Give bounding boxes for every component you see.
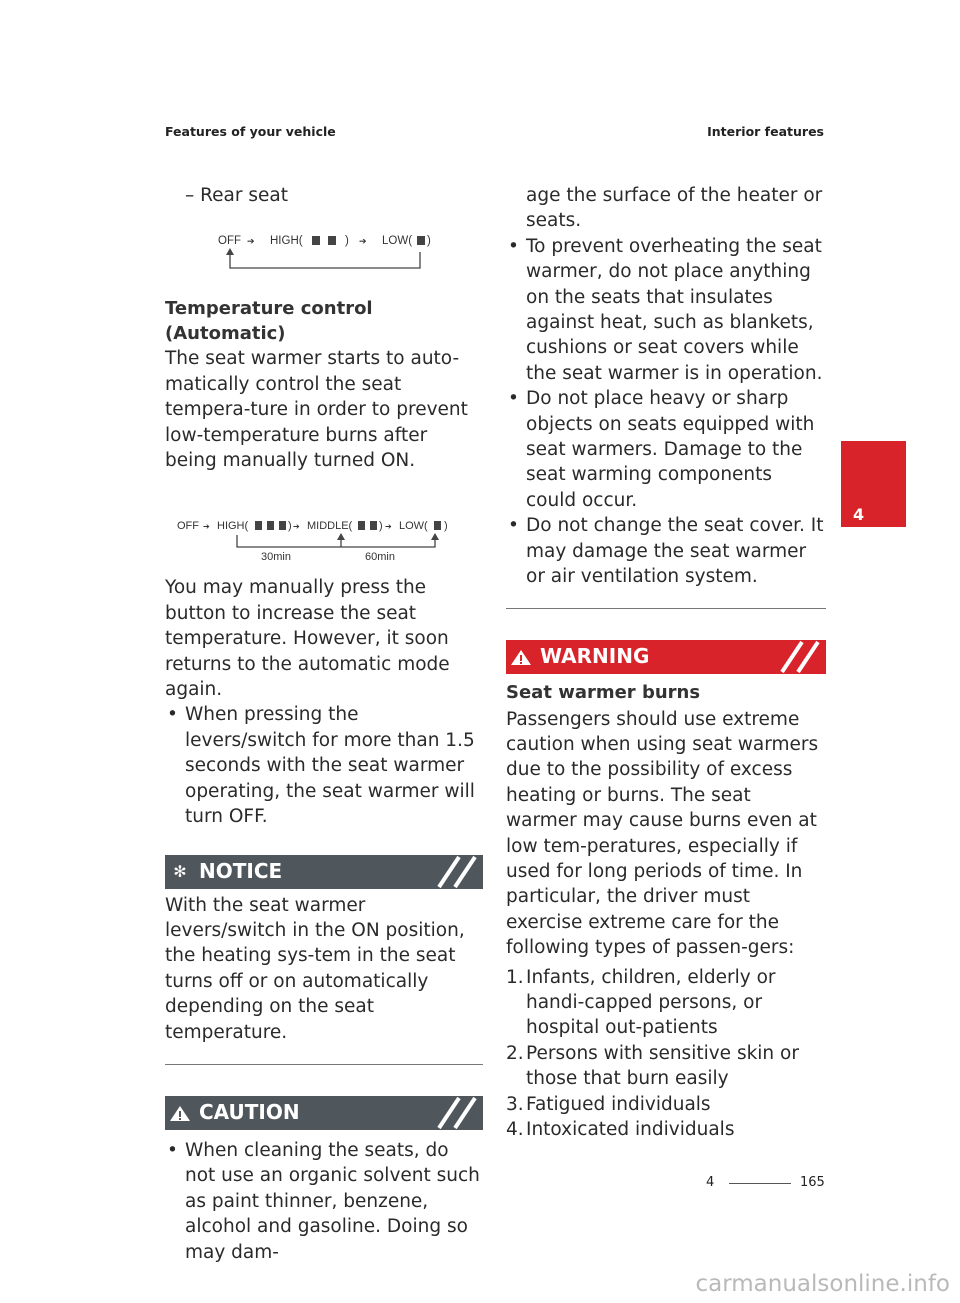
diag2-middle-arrow-icon	[337, 533, 345, 540]
diag1-low-close: )	[427, 235, 431, 248]
automatic-mode-diagram-svg	[165, 473, 483, 575]
caution-label: CAUTION	[199, 1100, 300, 1125]
list-item	[506, 386, 826, 513]
header-chapter-title: Interior features	[707, 124, 824, 139]
list-item	[165, 702, 483, 829]
diag1-arrow1-icon: ➔	[247, 236, 255, 247]
list-text: Fatigued individuals	[526, 1093, 711, 1115]
automatic-mode-diagram	[165, 473, 483, 575]
diag2-timeline-line	[237, 535, 435, 547]
bullet-text: Do not place heavy or sharp objects on seats equipped with seat warmers. Damage to the seat warming components could occur.	[526, 388, 815, 511]
warning-heading: Seat warmer burns	[506, 681, 701, 703]
diag1-return-arrow-icon	[226, 248, 234, 255]
auto-control-text: The seat warmer starts to auto-matically control the seat tempera-ture in order to prevent low-temperature burns after being manually turned ON.	[165, 348, 468, 472]
diag2-heat-icon	[255, 521, 262, 530]
footer-page-number: 165	[800, 1175, 825, 1190]
list-item	[165, 1138, 483, 1265]
notice-asterisk-icon: ✻	[173, 861, 187, 881]
bullet-icon: •	[508, 515, 519, 537]
bullet-icon: •	[508, 235, 519, 257]
diag2-arrow2-icon: ➔	[293, 522, 300, 532]
list-item	[506, 513, 826, 589]
auto-control-heading: Temperature control (Automatic)	[165, 298, 373, 345]
bullet-text: When cleaning the seats, do not use an organic solvent such as paint thinner, benzene, alcohol and gasoline. Doing so may dam-	[185, 1139, 480, 1263]
left-column	[165, 183, 483, 1265]
divider	[506, 608, 826, 609]
diag2-arrow3-icon: ➔	[385, 522, 392, 532]
caution-banner	[165, 1096, 483, 1130]
diag1-high-close: )	[345, 235, 349, 248]
notice-text: With the seat warmer levers/switch in the ON position, the heating sys-tem in the seat turns off or on automatically depending on the seat temperature.	[165, 894, 465, 1043]
diag2-heat-icon	[370, 521, 377, 530]
manual-override-text: You may manually press the button to increase the seat temperature. However, it soon returns to the automatic mode again.	[165, 577, 450, 701]
diag2-high: HIGH(	[217, 520, 249, 533]
banner-stripes-icon	[778, 640, 824, 674]
list-item	[506, 965, 826, 1041]
notice-label: NOTICE	[199, 858, 283, 883]
right-column	[506, 183, 826, 1142]
rear-seat-diagram-svg	[165, 208, 483, 296]
chapter-side-tab-number: 4	[853, 505, 865, 524]
diag1-low: LOW(	[382, 235, 413, 248]
list-item	[506, 1041, 826, 1092]
diag2-low: LOW(	[399, 520, 428, 533]
diag2-low-close: )	[444, 520, 448, 533]
warning-triangle-icon	[506, 647, 536, 667]
bullet-text: To prevent overheating the seat warmer, do not place anything on the seats that insulates against heat, such as blankets, cushions or seat covers while the seat warmer is in operation.	[526, 235, 823, 384]
notice-banner	[165, 855, 483, 889]
list-item	[506, 1117, 826, 1142]
list-number: 4.	[506, 1119, 524, 1140]
bullet-icon: •	[167, 1139, 178, 1161]
warning-label: WARNING	[540, 643, 650, 668]
footer-chapter-number: 4	[706, 1175, 715, 1190]
diag1-off: OFF	[218, 235, 241, 248]
diag2-heat-icon	[434, 521, 441, 530]
diag1-heat-icon	[312, 236, 320, 245]
diag2-heat-icon	[267, 521, 274, 530]
list-text: Persons with sensitive skin or those that burn easily	[526, 1042, 799, 1090]
list-text: Infants, children, elderly or handi-capped persons, or hospital out-patients	[526, 966, 776, 1039]
rear-seat-label: – Rear seat	[185, 185, 288, 206]
diag2-high-close: )	[288, 520, 292, 533]
caution-warning-triangle-icon	[165, 1103, 195, 1123]
divider	[165, 1064, 483, 1065]
warning-banner	[506, 640, 826, 674]
chapter-side-tab	[841, 441, 906, 527]
diag2-off: OFF	[177, 520, 199, 533]
diag2-heat-icon	[279, 521, 286, 530]
rear-seat-diagram	[165, 208, 483, 296]
warning-text: Passengers should use extreme caution when using seat warmers due to the possibility of excess heating or burns. The seat warmer may cause burns even at low tem-peratures, especially if used for long periods of time. In particular, the driver must exercise extreme care for the following types of passen-gers:	[506, 708, 819, 959]
diag2-arrow1-icon: ➔	[203, 522, 210, 532]
diag2-30min: 30min	[261, 551, 291, 564]
list-item	[506, 234, 826, 386]
bullet-icon: •	[508, 388, 519, 410]
diag2-low-arrow-icon	[431, 533, 439, 540]
diag1-heat-icon	[328, 236, 336, 245]
diag1-loop-line	[230, 250, 420, 268]
watermark: carmanualsonline.info	[695, 1271, 950, 1297]
list-text: Intoxicated individuals	[526, 1119, 735, 1140]
list-number: 1.	[506, 966, 524, 988]
footer-divider	[729, 1183, 791, 1184]
list-number: 3.	[506, 1093, 524, 1115]
diag2-heat-icon	[358, 521, 365, 530]
bullet-text: When pressing the levers/switch for more than 1.5 seconds with the seat warmer operating, the seat warmer will turn OFF.	[185, 704, 475, 828]
diag1-heat-icon	[417, 236, 425, 245]
diag2-60min: 60min	[365, 551, 395, 564]
diag1-arrow2-icon: ➔	[359, 236, 367, 247]
banner-stripes-icon	[435, 855, 481, 889]
diag2-middle-close: )	[379, 520, 383, 533]
list-number: 2.	[506, 1042, 524, 1064]
diag2-middle: MIDDLE(	[307, 520, 353, 533]
list-item	[506, 1092, 826, 1117]
diag1-high: HIGH(	[270, 235, 303, 248]
caution-continued-text: age the surface of the heater or seats.	[526, 185, 823, 232]
banner-stripes-icon	[435, 1096, 481, 1130]
header-section-title: Features of your vehicle	[165, 124, 336, 139]
bullet-text: Do not change the seat cover. It may damage the seat warmer or air ventilation system.	[526, 515, 824, 588]
bullet-icon: •	[167, 704, 178, 726]
